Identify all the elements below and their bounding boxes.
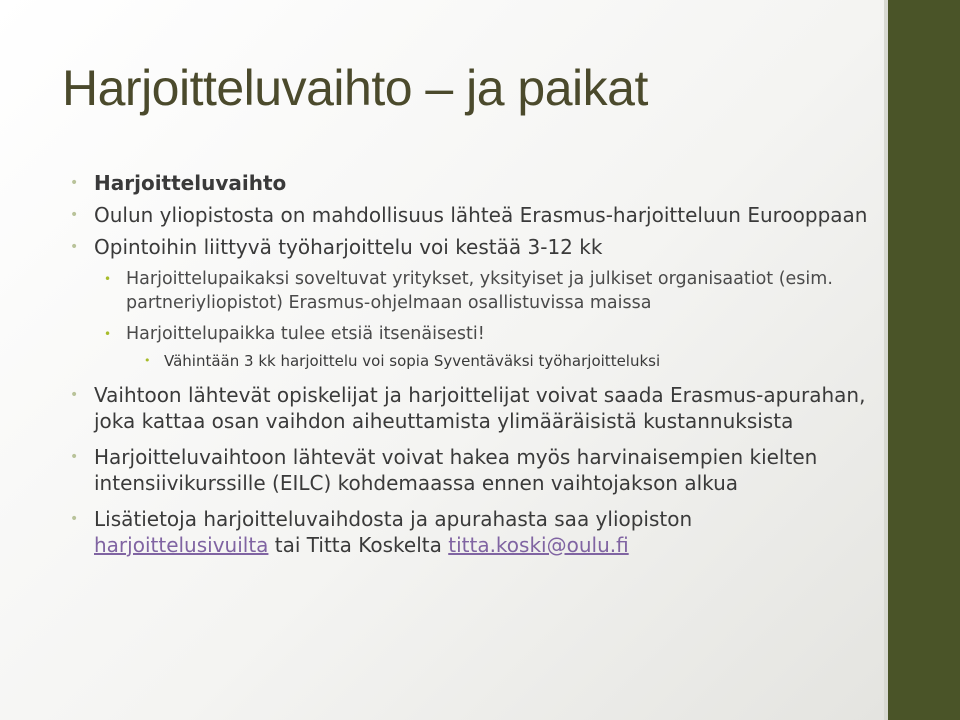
bullet-text: Lisätietoja harjoitteluvaihdosta ja apurahasta saa yliopiston bbox=[94, 507, 693, 531]
bullet-item bbox=[70, 506, 870, 558]
bullet-text: Harjoitteluvaihto bbox=[94, 171, 287, 195]
bullet-dot-icon: • bbox=[70, 207, 79, 223]
bullet-item bbox=[70, 202, 870, 228]
bullet-dot-icon: • bbox=[70, 511, 79, 527]
side-bar bbox=[888, 0, 960, 720]
bullet-dot-icon: • bbox=[144, 354, 151, 367]
bullet-text: Vähintään 3 kk harjoittelu voi sopia Syventäväksi työharjoitteluksi bbox=[164, 352, 661, 370]
bullet-item bbox=[70, 170, 870, 196]
bullet-dot-icon: • bbox=[70, 239, 79, 255]
bullet-list bbox=[70, 170, 870, 558]
sub-sub-bullet-item bbox=[70, 350, 870, 372]
bullet-text: Harjoittelupaikka tulee etsiä itsenäisesti! bbox=[126, 324, 485, 344]
harjoittelusivuilta-link[interactable]: harjoittelusivuilta bbox=[94, 533, 269, 557]
bullet-text: Opintoihin liittyvä työharjoittelu voi kestää 3-12 kk bbox=[94, 235, 603, 259]
email-link[interactable]: titta.koski@oulu.fi bbox=[448, 533, 629, 557]
bullet-item bbox=[70, 444, 870, 496]
sub-bullet-item bbox=[70, 322, 870, 346]
bullet-dot-icon: • bbox=[104, 327, 112, 341]
bullet-dot-icon: • bbox=[70, 175, 79, 191]
bullet-dot-icon: • bbox=[104, 272, 112, 286]
bullet-item bbox=[70, 382, 870, 434]
bullet-text: tai Titta Koskelta bbox=[268, 533, 449, 557]
slide-title: Harjoitteluvaihto – ja paikat bbox=[62, 60, 648, 116]
bullet-text: Harjoitteluvaihtoon lähtevät voivat hakea myös harvinaisempien kielten intensiivikurssille (EILC) kohdemaassa ennen vaihtojakson alkua bbox=[94, 445, 818, 495]
bullet-text: Harjoittelupaikaksi soveltuvat yritykset, yksityiset ja julkiset organisaatiot (esim. partneriyliopistot) Erasmus-ohjelmaan osallistuvissa maissa bbox=[126, 269, 833, 313]
sub-bullet-item bbox=[70, 267, 870, 315]
bullet-item bbox=[70, 234, 870, 260]
bullet-dot-icon: • bbox=[70, 387, 79, 403]
bullet-dot-icon: • bbox=[70, 449, 79, 465]
bullet-text: Vaihtoon lähtevät opiskelijat ja harjoittelijat voivat saada Erasmus-apurahan, joka kattaa osan vaihdon aiheuttamista ylimääräisistä kustannuksista bbox=[94, 383, 866, 433]
bullet-text: Oulun yliopistosta on mahdollisuus lähteä Erasmus-harjoitteluun Eurooppaan bbox=[94, 203, 868, 227]
